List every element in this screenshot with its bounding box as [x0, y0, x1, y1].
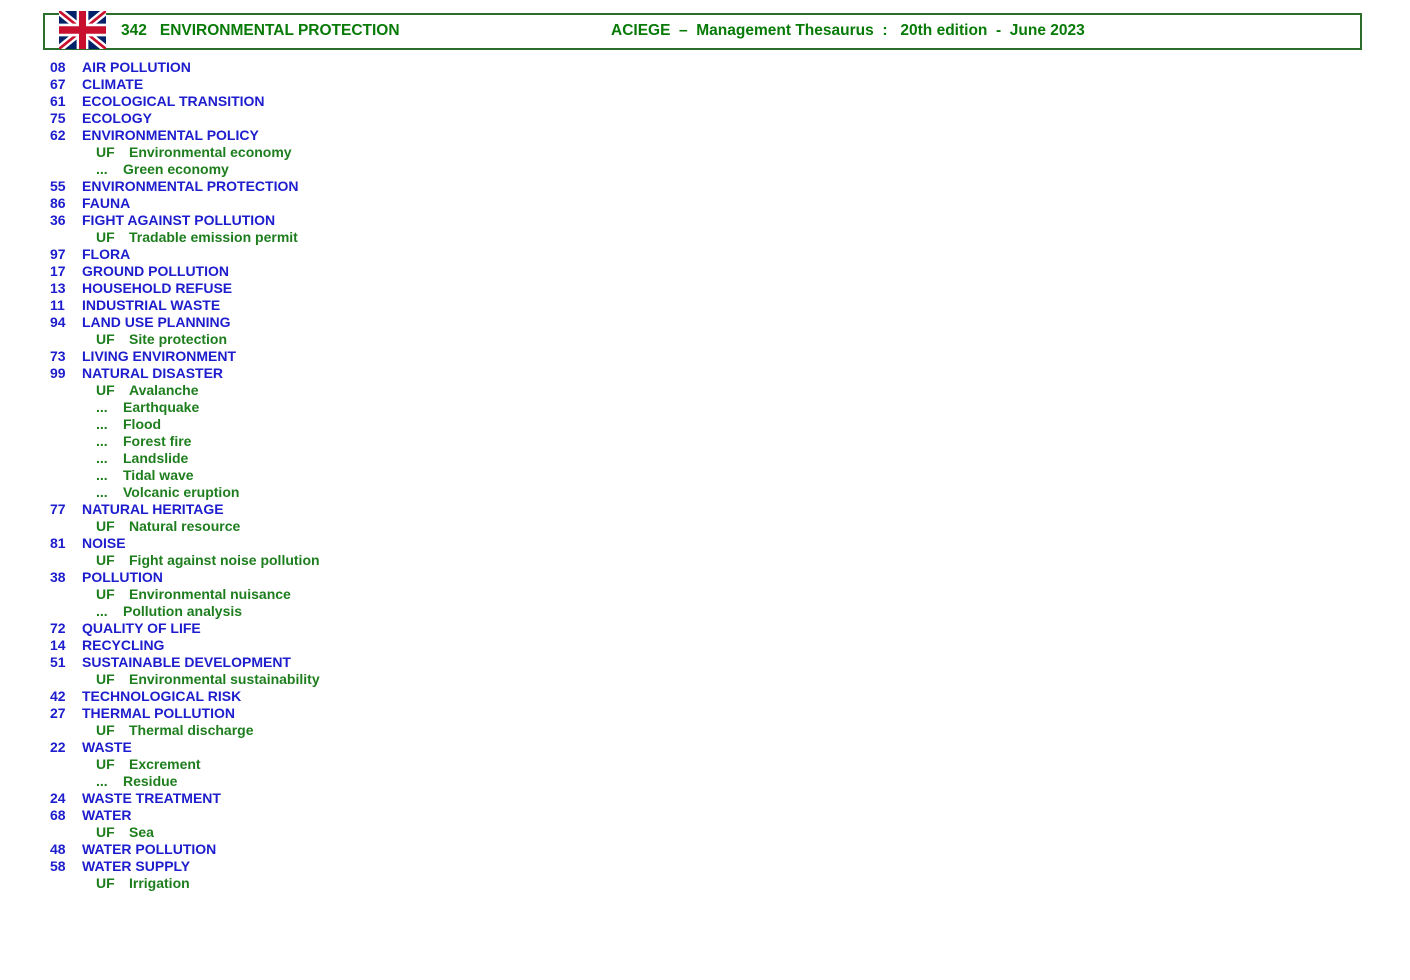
term-code: 22 — [50, 739, 66, 755]
uf-term-label: Environmental nuisance — [129, 586, 291, 602]
uf-row — [0, 552, 1410, 569]
term-code: 77 — [50, 501, 66, 517]
uf-term-label: Landslide — [123, 450, 189, 466]
term-row — [0, 263, 1410, 280]
uf-label: UF — [96, 875, 115, 891]
term-label: TECHNOLOGICAL RISK — [82, 688, 242, 704]
term-label: NATURAL HERITAGE — [82, 501, 224, 517]
term-label: FIGHT AGAINST POLLUTION — [82, 212, 276, 228]
uf-label: UF — [96, 756, 115, 772]
uf-row — [0, 399, 1410, 416]
uf-row — [0, 773, 1410, 790]
uf-term-label: Tradable emission permit — [129, 229, 298, 245]
term-row — [0, 280, 1410, 297]
term-row — [0, 807, 1410, 824]
uf-label: UF — [96, 671, 115, 687]
uf-continuation-dots: ... — [96, 450, 108, 466]
uf-label: UF — [96, 144, 115, 160]
uf-term-label: Green economy — [123, 161, 229, 177]
term-label: RECYCLING — [82, 637, 165, 653]
uf-term-label: Excrement — [129, 756, 201, 772]
term-row — [0, 246, 1410, 263]
uf-continuation-dots: ... — [96, 161, 108, 177]
term-code: 08 — [50, 59, 66, 75]
term-row — [0, 841, 1410, 858]
uf-row — [0, 416, 1410, 433]
term-code: 99 — [50, 365, 66, 381]
term-code: 86 — [50, 195, 66, 211]
uf-row — [0, 229, 1410, 246]
uf-continuation-dots: ... — [96, 773, 108, 789]
uf-row — [0, 603, 1410, 620]
uf-term-label: Earthquake — [123, 399, 200, 415]
term-code: 24 — [50, 790, 66, 806]
term-code: 68 — [50, 807, 66, 823]
term-label: NOISE — [82, 535, 126, 551]
term-code: 42 — [50, 688, 66, 704]
uf-term-label: Pollution analysis — [123, 603, 243, 619]
uf-term-label: Avalanche — [129, 382, 199, 398]
term-row — [0, 501, 1410, 518]
term-row — [0, 569, 1410, 586]
uf-continuation-dots: ... — [96, 399, 108, 415]
term-row — [0, 59, 1410, 76]
uf-term-label: Natural resource — [129, 518, 241, 534]
term-code: 62 — [50, 127, 66, 143]
term-row — [0, 314, 1410, 331]
uf-label: UF — [96, 518, 115, 534]
uf-label: UF — [96, 722, 115, 738]
edition-info: ACIEGE – Management Thesaurus : 20th edition - June 2023 — [611, 22, 1085, 39]
term-code: 11 — [50, 297, 65, 313]
uf-row — [0, 722, 1410, 739]
term-label: HOUSEHOLD REFUSE — [82, 280, 233, 296]
term-row — [0, 739, 1410, 756]
term-code: 14 — [50, 637, 66, 653]
term-row — [0, 535, 1410, 552]
uf-row — [0, 875, 1410, 892]
term-row — [0, 178, 1410, 195]
term-code: 36 — [50, 212, 66, 228]
term-code: 75 — [50, 110, 66, 126]
uf-term-label: Environmental sustainability — [129, 671, 320, 687]
term-label: LAND USE PLANNING — [82, 314, 231, 330]
term-row — [0, 637, 1410, 654]
term-row — [0, 297, 1410, 314]
term-label: LIVING ENVIRONMENT — [82, 348, 237, 364]
term-row — [0, 76, 1410, 93]
uf-row — [0, 144, 1410, 161]
term-row — [0, 688, 1410, 705]
term-label: WATER — [82, 807, 132, 823]
term-label: ECOLOGICAL TRANSITION — [82, 93, 265, 109]
uf-term-label: Forest fire — [123, 433, 192, 449]
term-label: WATER POLLUTION — [82, 841, 217, 857]
term-code: 81 — [50, 535, 66, 551]
term-code: 51 — [50, 654, 66, 670]
term-label: AIR POLLUTION — [82, 59, 191, 75]
term-code: 13 — [50, 280, 66, 296]
term-label: FLORA — [82, 246, 131, 262]
term-row — [0, 93, 1410, 110]
uf-term-label: Residue — [123, 773, 178, 789]
term-label: GROUND POLLUTION — [82, 263, 229, 279]
uf-term-label: Fight against noise pollution — [129, 552, 320, 568]
term-code: 67 — [50, 76, 66, 92]
uf-term-label: Volcanic eruption — [123, 484, 240, 500]
term-row — [0, 705, 1410, 722]
term-code: 73 — [50, 348, 66, 364]
term-code: 61 — [50, 93, 66, 109]
term-code: 58 — [50, 858, 66, 874]
uf-row — [0, 824, 1410, 841]
term-list — [0, 59, 1410, 892]
uf-label: UF — [96, 824, 115, 840]
term-code: 72 — [50, 620, 66, 636]
term-row — [0, 212, 1410, 229]
term-label: QUALITY OF LIFE — [82, 620, 201, 636]
term-row — [0, 365, 1410, 382]
uf-row — [0, 756, 1410, 773]
term-code: 48 — [50, 841, 66, 857]
term-label: SUSTAINABLE DEVELOPMENT — [82, 654, 291, 670]
term-label: POLLUTION — [82, 569, 163, 585]
term-label: INDUSTRIAL WASTE — [82, 297, 221, 313]
term-label: CLIMATE — [82, 76, 144, 92]
term-label: ENVIRONMENTAL PROTECTION — [82, 178, 299, 194]
category-code: 342 — [121, 22, 147, 39]
uf-continuation-dots: ... — [96, 484, 108, 500]
uf-row — [0, 484, 1410, 501]
uf-continuation-dots: ... — [96, 467, 108, 483]
term-row — [0, 654, 1410, 671]
term-row — [0, 195, 1410, 212]
uf-term-label: Site protection — [129, 331, 228, 347]
uf-label: UF — [96, 229, 115, 245]
term-row — [0, 620, 1410, 637]
term-label: FAUNA — [82, 195, 131, 211]
uf-term-label: Tidal wave — [123, 467, 194, 483]
uf-row — [0, 671, 1410, 688]
term-label: WASTE — [82, 739, 132, 755]
term-label: ENVIRONMENTAL POLICY — [82, 127, 259, 143]
term-row — [0, 127, 1410, 144]
uf-row — [0, 331, 1410, 348]
uf-term-label: Irrigation — [129, 875, 190, 891]
term-row — [0, 110, 1410, 127]
term-code: 38 — [50, 569, 66, 585]
uf-row — [0, 161, 1410, 178]
category-heading — [121, 13, 400, 50]
uf-label: UF — [96, 382, 115, 398]
category-title: ENVIRONMENTAL PROTECTION — [159, 22, 400, 39]
uf-row — [0, 467, 1410, 484]
term-row — [0, 348, 1410, 365]
term-label: NATURAL DISASTER — [82, 365, 224, 381]
uf-term-label: Sea — [129, 824, 154, 840]
uk-flag-icon — [59, 11, 106, 49]
term-label: THERMAL POLLUTION — [82, 705, 235, 721]
term-code: 55 — [50, 178, 66, 194]
term-row — [0, 858, 1410, 875]
term-code: 17 — [50, 263, 66, 279]
term-row — [0, 790, 1410, 807]
term-label: WASTE TREATMENT — [82, 790, 221, 806]
uf-row — [0, 518, 1410, 535]
uf-label: UF — [96, 331, 115, 347]
term-label: WATER SUPPLY — [82, 858, 191, 874]
uf-row — [0, 450, 1410, 467]
term-label: ECOLOGY — [82, 110, 153, 126]
term-code: 97 — [50, 246, 66, 262]
term-code: 94 — [50, 314, 66, 330]
uf-row — [0, 433, 1410, 450]
uf-row — [0, 586, 1410, 603]
uf-row — [0, 382, 1410, 399]
uf-label: UF — [96, 552, 115, 568]
uf-term-label: Flood — [123, 416, 162, 432]
uf-term-label: Thermal discharge — [129, 722, 254, 738]
uf-continuation-dots: ... — [96, 416, 108, 432]
term-code: 27 — [50, 705, 66, 721]
uf-continuation-dots: ... — [96, 603, 108, 619]
uf-label: UF — [96, 586, 115, 602]
uf-continuation-dots: ... — [96, 433, 108, 449]
uf-term-label: Environmental economy — [129, 144, 292, 160]
